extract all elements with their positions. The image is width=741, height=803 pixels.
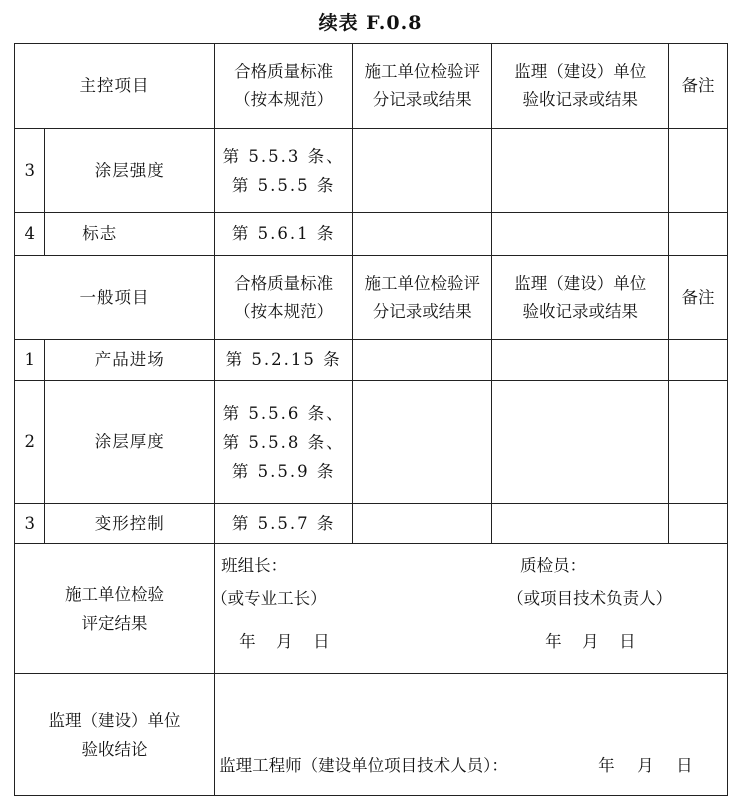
table-row <box>15 213 728 256</box>
inspection-record-table <box>14 43 728 796</box>
item-number: 3 <box>15 504 45 544</box>
item-standard: 第 5.2.15 条 <box>215 340 353 381</box>
inspector-date: 年 月 日 <box>545 632 638 651</box>
supervisor-record-cell[interactable] <box>492 381 669 504</box>
inspector-alt-label: （或项目技术负责人） <box>507 589 673 608</box>
supervisor-record-cell[interactable] <box>492 213 669 256</box>
table-row <box>15 504 728 544</box>
remark-cell[interactable] <box>669 504 728 544</box>
supervisor-record-header: 监理（建设）单位 验收记录或结果 <box>492 44 669 129</box>
supervising-engineer-label: 监理工程师（建设单位项目技术人员）： <box>219 756 508 775</box>
supervisor-record-cell[interactable] <box>492 340 669 381</box>
contractor-record-cell[interactable] <box>353 504 492 544</box>
general-items-label: 一般项目 <box>15 256 215 340</box>
main-control-header-row <box>15 44 728 129</box>
contractor-record-cell[interactable] <box>353 340 492 381</box>
remark-cell[interactable] <box>669 381 728 504</box>
supervisor-record-cell[interactable] <box>492 129 669 213</box>
table-row <box>15 129 728 213</box>
supervising-engineer-date: 年 月 日 <box>598 756 696 775</box>
item-standard: 第 5.5.3 条、 第 5.5.5 条 <box>215 129 353 213</box>
supervisor-record-header: 监理（建设）单位 验收记录或结果 <box>492 256 669 340</box>
item-name: 标志 <box>45 213 215 256</box>
contractor-record-cell[interactable] <box>353 381 492 504</box>
item-standard: 第 5.5.7 条 <box>215 504 353 544</box>
remark-cell[interactable] <box>669 213 728 256</box>
contractor-record-header: 施工单位检验评 分记录或结果 <box>353 256 492 340</box>
remark-header: 备注 <box>669 44 728 129</box>
general-items-header-row <box>15 256 728 340</box>
contractor-record-header: 施工单位检验评 分记录或结果 <box>353 44 492 129</box>
item-name: 变形控制 <box>45 504 215 544</box>
team-leader-alt-label: （或专业工长） <box>211 589 327 608</box>
table-title: 续表 F.0.8 <box>318 12 423 34</box>
remark-cell[interactable] <box>669 340 728 381</box>
contractor-record-cell[interactable] <box>353 213 492 256</box>
inspector-label: 质检员： <box>520 556 587 575</box>
item-number: 2 <box>15 381 45 504</box>
supervisor-record-cell[interactable] <box>492 504 669 544</box>
table-row <box>15 340 728 381</box>
supervisor-conclusion-label: 监理（建设）单位 验收结论 <box>15 674 215 796</box>
item-name: 涂层厚度 <box>45 381 215 504</box>
team-leader-label: 班组长： <box>221 556 288 575</box>
standard-header: 合格质量标准 （按本规范） <box>215 256 353 340</box>
contractor-evaluation-label: 施工单位检验 评定结果 <box>15 544 215 674</box>
remark-header: 备注 <box>669 256 728 340</box>
supervisor-conclusion-signature-area[interactable] <box>215 674 728 796</box>
item-number: 4 <box>15 213 45 256</box>
main-control-label: 主控项目 <box>15 44 215 129</box>
contractor-evaluation-signature-area[interactable] <box>211 544 728 674</box>
contractor-evaluation-row <box>15 544 728 674</box>
table-row <box>15 381 728 504</box>
remark-cell[interactable] <box>669 129 728 213</box>
item-number: 1 <box>15 340 45 381</box>
item-number: 3 <box>15 129 45 213</box>
standard-header: 合格质量标准 （按本规范） <box>215 44 353 129</box>
item-name: 产品进场 <box>45 340 215 381</box>
item-standard: 第 5.5.6 条、 第 5.5.8 条、 第 5.5.9 条 <box>215 381 353 504</box>
item-standard: 第 5.6.1 条 <box>215 213 353 256</box>
supervisor-conclusion-row <box>15 674 728 796</box>
team-leader-date: 年 月 日 <box>239 632 332 651</box>
contractor-record-cell[interactable] <box>353 129 492 213</box>
item-name: 涂层强度 <box>45 129 215 213</box>
